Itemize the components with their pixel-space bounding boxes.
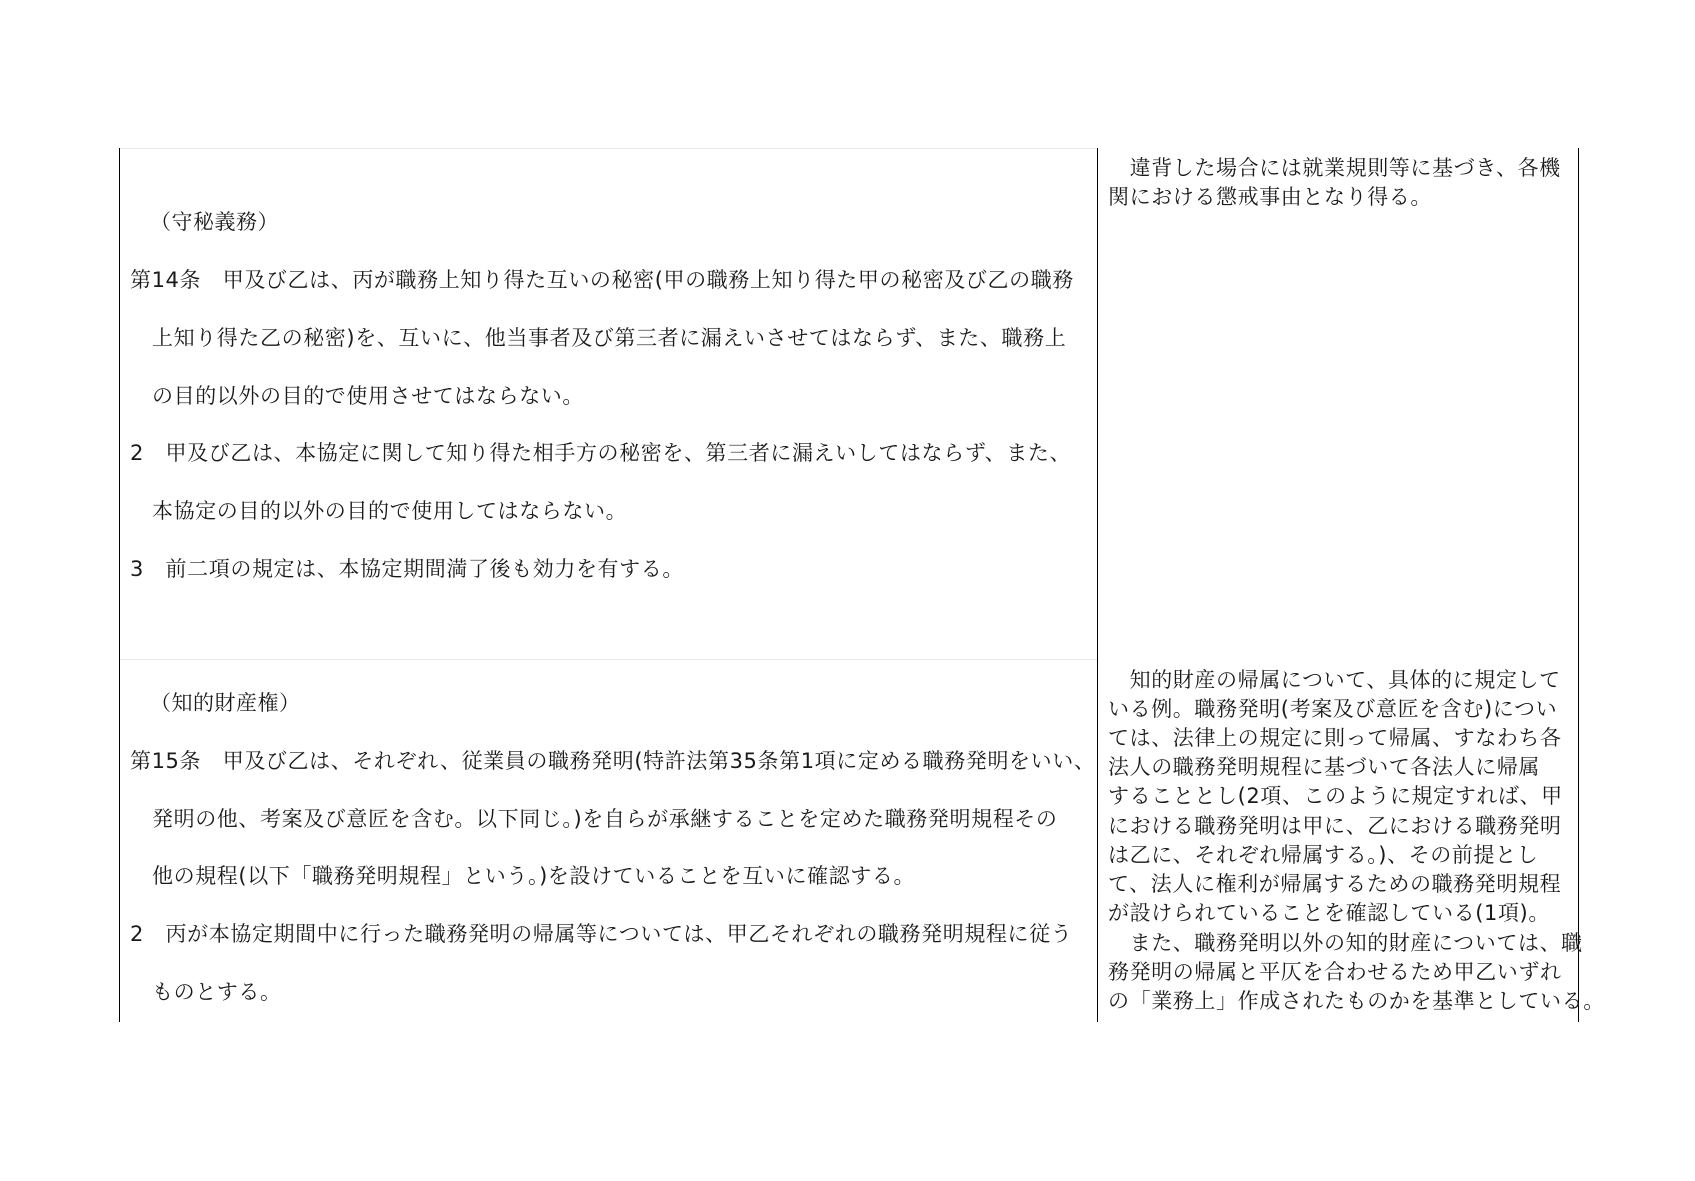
article-14-heading: （守秘義務） <box>150 210 279 234</box>
article-14-line: 3 前二項の規定は、本協定期間満了後も効力を有する。 <box>130 557 684 581</box>
article-15-note-line: が設けられていることを確認している(1項)。 <box>1108 901 1550 925</box>
article-15-line: 発明の他、考案及び意匠を含む。以下同じ。)を自らが承継することを定めた職務発明規程その <box>152 807 1058 831</box>
article-15-line: 第15条 甲及び乙は、それぞれ、従業員の職務発明(特許法第35条第1項に定める職務発明をいい、 <box>130 749 1096 773</box>
article-15-note-line: ては、法律上の規定に則って帰属、すなわち各 <box>1108 726 1562 750</box>
table-border-right <box>1578 148 1579 1022</box>
article-15-line: 2 丙が本協定期間中に行った職務発明の帰属等については、甲乙それぞれの職務発明規程に従う <box>130 922 1073 946</box>
article-15-note-line: 務発明の帰属と平仄を合わせるため甲乙いずれ <box>1108 960 1562 984</box>
table-border-left <box>119 148 120 1022</box>
article-14-line: 第14条 甲及び乙は、丙が職務上知り得た互いの秘密(甲の職務上知り得た甲の秘密及び乙の職務 <box>130 268 1074 292</box>
article-15-note-line: て、法人に権利が帰属するための職務発明規程 <box>1108 872 1562 896</box>
article-15-note-line: 知的財産の帰属について、具体的に規定して <box>1108 668 1561 692</box>
article-14-line: 本協定の目的以外の目的で使用してはならない。 <box>152 499 628 523</box>
article-15-note-line: いる例。職務発明(考案及び意匠を含む)につい <box>1108 697 1558 721</box>
article-15-note-line: の「業務上」作成されたものかを基準としている。 <box>1108 989 1605 1013</box>
article-15-note-line: 法人の職務発明規程に基づいて各法人に帰属 <box>1108 755 1540 779</box>
article-14-note-line: 違背した場合には就業規則等に基づき、各機 <box>1108 156 1561 180</box>
article-15-note-line: また、職務発明以外の知的財産については、職 <box>1108 931 1583 955</box>
article-14-note-line: 関における懲戒事由となり得る。 <box>1108 185 1432 209</box>
table-border-middle <box>1097 148 1098 1022</box>
article-15-note-line: することとし(2項、このように規定すれば、甲 <box>1108 784 1563 808</box>
article-14-line: の目的以外の目的で使用させてはならない。 <box>152 384 584 408</box>
article-15-heading: （知的財産権） <box>150 691 301 715</box>
article-15-note-line: における職務発明は甲に、乙における職務発明 <box>1108 814 1562 838</box>
article-14-line: 2 甲及び乙は、本協定に関して知り得た相手方の秘密を、第三者に漏えいしてはならず、また、 <box>130 441 1072 465</box>
table-row-divider <box>120 659 1097 660</box>
article-15-note-line: は乙に、それぞれ帰属する。)、その前提とし <box>1108 843 1539 867</box>
article-14-line: 上知り得た乙の秘密)を、互いに、他当事者及び第三者に漏えいさせてはならず、また、職務上 <box>152 326 1067 350</box>
article-15-line: ものとする。 <box>152 980 282 1004</box>
article-15-line: 他の規程(以下「職務発明規程」という。)を設けていることを互いに確認する。 <box>152 864 916 888</box>
table-row-divider-top <box>120 148 1097 149</box>
